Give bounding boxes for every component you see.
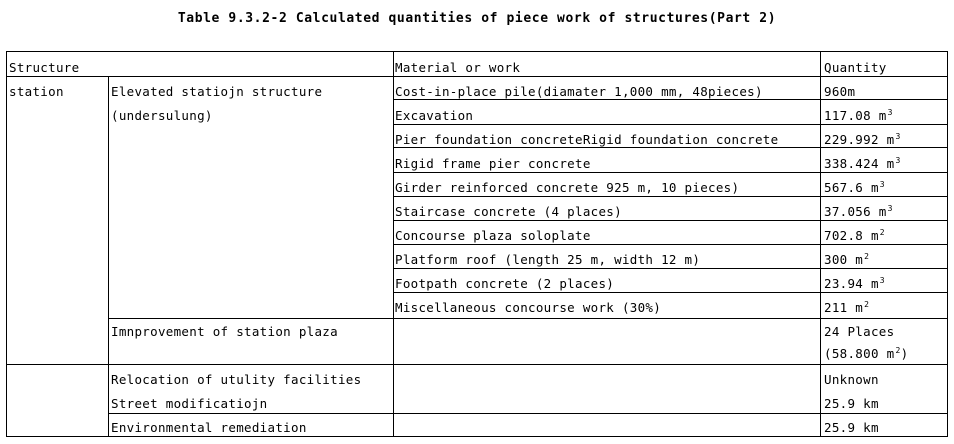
material-cell: Cost-in-place pile(diamater 1,000 mm, 48pieces) (395, 84, 763, 99)
material-cell: Miscellaneous concourse work (30%) (395, 300, 662, 315)
column-divider (820, 51, 821, 437)
elevated-structure-label: Elevated statiojn structure (111, 84, 323, 99)
relocation-label: Relocation of utulity facilities (111, 372, 362, 387)
row-divider (393, 292, 948, 293)
quantity-unit-exponent: 3 (879, 276, 885, 285)
quantity-value: 338.424 m (824, 156, 895, 171)
improvement-qty-places: 24 Places (824, 324, 895, 339)
quantity-unit-exponent: 3 (887, 204, 893, 213)
row-divider (393, 172, 948, 173)
table-border-top (6, 51, 948, 52)
quantity-cell (824, 132, 901, 148)
table-border-bottom (6, 436, 948, 437)
structure-station: station (9, 84, 64, 99)
row-divider (393, 196, 948, 197)
table-border-left (6, 51, 7, 437)
quantity-cell (824, 84, 855, 100)
row-divider (393, 268, 948, 269)
row-divider (393, 220, 948, 221)
quantity-unit-exponent: 3 (895, 156, 901, 165)
column-divider (393, 51, 394, 437)
quantity-cell (824, 252, 869, 268)
row-divider (393, 244, 948, 245)
quantity-value: 229.992 m (824, 132, 895, 147)
quantity-value: 960m (824, 84, 856, 99)
material-cell: Excavation (395, 108, 474, 123)
header-divider (6, 76, 948, 77)
quantity-value: 300 m (824, 252, 864, 267)
material-cell: Concourse plaza soloplate (395, 228, 591, 243)
quantity-value: 37.056 m (824, 204, 887, 219)
material-cell: Staircase concrete (4 places) (395, 204, 622, 219)
quantity-value: 702.8 m (824, 228, 879, 243)
quantity-value: 23.94 m (824, 276, 879, 291)
row-divider (393, 124, 948, 125)
quantity-unit-exponent: 2 (864, 300, 870, 309)
environmental-qty: 25.9 km (824, 420, 879, 435)
quantity-cell (824, 300, 869, 316)
row-divider (108, 413, 948, 414)
quantity-value: 567.6 m (824, 180, 879, 195)
improvement-qty-area (824, 346, 908, 362)
quantity-unit-exponent: 3 (879, 180, 885, 189)
quantity-cell (824, 156, 901, 172)
quantity-unit-exponent: 3 (895, 132, 901, 141)
quantity-value: 211 m (824, 300, 864, 315)
material-cell: Footpath concrete (2 places) (395, 276, 615, 291)
material-cell: Girder reinforced concrete 925 m, 10 pieces) (395, 180, 740, 195)
environmental-label: Environmental remediation (111, 420, 307, 435)
header-material: Material or work (395, 60, 521, 75)
relocation-qty: Unknown (824, 372, 879, 387)
quantity-unit-exponent: 3 (887, 108, 893, 117)
street-modification-qty: 25.9 km (824, 396, 879, 411)
elevated-structure-sublabel: (undersulung) (111, 108, 213, 123)
quantity-cell (824, 204, 893, 220)
improvement-label: Imnprovement of station plaza (111, 324, 338, 339)
quantity-cell (824, 180, 885, 196)
quantity-cell (824, 276, 885, 292)
quantity-value: 117.08 m (824, 108, 887, 123)
quantity-unit-exponent: 2 (864, 252, 870, 261)
quantity-unit-exponent: 2 (879, 228, 885, 237)
quantity-cell (824, 108, 893, 124)
table-border-right (947, 51, 948, 437)
row-divider (108, 318, 948, 319)
improvement-qty-area-exponent: 2 (895, 346, 901, 355)
material-cell: Rigid frame pier concrete (395, 156, 591, 171)
header-structure: Structure (9, 60, 80, 75)
material-cell: Platform roof (length 25 m, width 12 m) (395, 252, 701, 267)
improvement-qty-area-value: (58.800 m (824, 346, 895, 361)
improvement-qty-area-close: ) (900, 346, 909, 361)
quantity-cell (824, 228, 885, 244)
street-modification-label: Street modificatiojn (111, 396, 268, 411)
column-divider (108, 76, 109, 437)
material-cell: Pier foundation concreteRigid foundation concrete (395, 132, 779, 147)
table-title: Table 9.3.2-2 Calculated quantities of piece work of structures(Part 2) (177, 11, 777, 26)
header-quantity: Quantity (824, 60, 887, 75)
row-divider (6, 364, 948, 365)
